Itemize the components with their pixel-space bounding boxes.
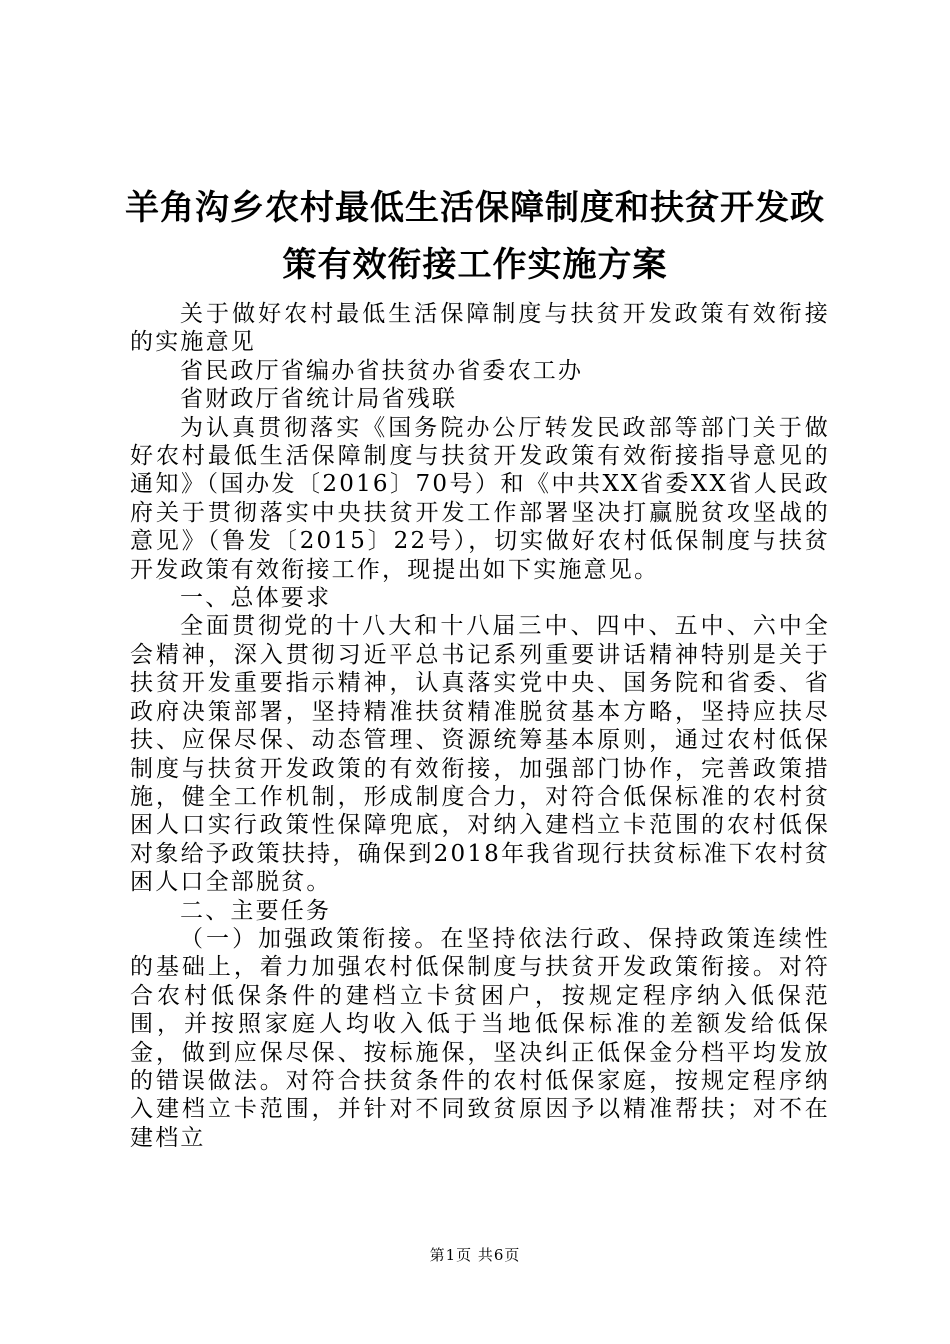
document-title-line-1: 羊角沟乡农村最低生活保障制度和扶贫开发政	[125, 188, 825, 228]
paragraph-preamble: 为认真贯彻落实《国务院办公厅转发民政部等部门关于做好农村最低生活保障制度与扶贫开发政策有效衔接指导意见的通知》（国办发〔2016〕70号）和《中共XX省委XX省人民政府关于贯彻落实中央扶贫开发工作部署坚决打赢脱贫攻坚战的意见》（鲁发〔2015〕22号），切实做好农村低保制度与扶贫开发政策有效衔接工作，现提出如下实施意见。	[130, 414, 830, 583]
paragraph-issuers-1: 省民政厅省编办省扶贫办省委农工办	[180, 357, 584, 384]
paragraph-issuers-2: 省财政厅省统计局省残联	[180, 386, 458, 413]
section-heading-general: 一、总体要求	[180, 585, 332, 612]
paragraph-task-1: （一）加强政策衔接。在坚持依法行政、保持政策连续性的基础上，着力加强农村低保制度与扶贫开发政策衔接。对符合农村低保条件的建档立卡贫困户，按规定程序纳入低保范围，并按照家庭人均收入低于当地低保标准的差额发给低保金，做到应保尽保、按标施保，坚决纠正低保金分档平均发放的错误做法。对符合扶贫条件的农村低保家庭，按规定程序纳入建档立卡范围，并针对不同致贫原因予以精准帮扶；对不在建档立	[130, 925, 830, 1151]
page-number-footer: 第1页 共6页	[429, 1246, 521, 1264]
document-title-line-2: 策有效衔接工作实施方案	[282, 245, 668, 285]
paragraph-heading-notice: 关于做好农村最低生活保障制度与扶贫开发政策有效衔接的实施意见	[130, 301, 830, 356]
document-body	[130, 300, 830, 1152]
paragraph-general-requirements: 全面贯彻党的十八大和十八届三中、四中、五中、六中全会精神，深入贯彻习近平总书记系列重要讲话精神特别是关于扶贫开发重要指示精神，认真落实党中央、国务院和省委、省政府决策部署，坚持精准扶贫精准脱贫基本方略，坚持应扶尽扶、应保尽保、动态管理、资源统筹基本原则，通过农村低保制度与扶贫开发政策的有效衔接，加强部门协作，完善政策措施，健全工作机制，形成制度合力，对符合低保标准的农村贫困人口实行政策性保障兜底，对纳入建档立卡范围的农村低保对象给予政策扶持，确保到2018年我省现行扶贫标准下农村贫困人口全部脱贫。	[130, 613, 830, 896]
section-heading-tasks: 二、主要任务	[180, 897, 332, 924]
